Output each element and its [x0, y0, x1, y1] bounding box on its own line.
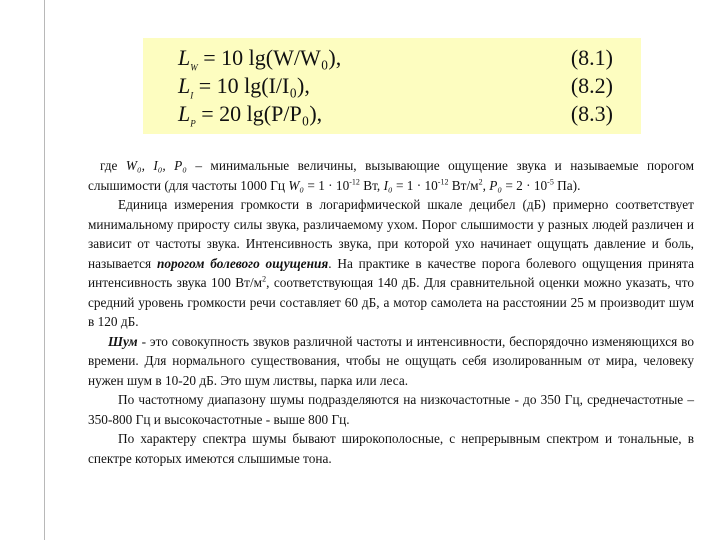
- equation-number: (8.3): [570, 101, 613, 126]
- variable: W₀: [288, 177, 305, 193]
- exponent: -5: [547, 177, 554, 187]
- variable: W₀, I₀, P₀: [125, 158, 187, 173]
- paragraph-noise-definition: Шум - это совокупность звуков различной частоты и интенсивности, беспорядочно изменяющихся во времени. Для нормального существования, чтобы не ощущать себя изолированным от мира, человеку нужен шум в 10-20 дБ. Это шум листвы, парка или леса.: [88, 333, 694, 388]
- paragraph-decibel: Единица измерения громкости в логарифмической шкале децибел (дБ) примерно соответствует минимальному приросту силы звука, различаемому ухом. Порог слышимости у разных людей различен и зависит от частоты звука. Интенсивность звука, при которой ухо начинает ощущать давление и боль, называется порогом болевого ощущения. На практике в качестве порога болевого ощущения принята интенсивность звука 100 $Вт/м^2$, соответствующая 140 дБ. Для сравнительной оценки можно указать, что средний уровень громкости речи составляет 60 дБ, а мотор самолета на расстоянии 25 м производит шум в 120 дБ.: [88, 197, 694, 329]
- formula-subscript: W: [190, 62, 198, 73]
- formula-lhs: L: [178, 73, 191, 98]
- paragraph-spectrum: По характеру спектра шумы бывают широкополосные, с непрерывным спектром и тональные, в спектре которых имеются слышимые тона.: [88, 431, 694, 466]
- page-margin-line: [44, 0, 45, 540]
- formula-8-3: [178, 100, 322, 128]
- exponent: -12: [349, 177, 360, 187]
- exponent: -12: [437, 177, 449, 187]
- formula-rhs: = 10 lg(I/I₀),: [198, 73, 310, 98]
- formula-8-2: [178, 72, 310, 100]
- formula-lhs: L: [178, 101, 191, 126]
- variable: P₀: [489, 177, 502, 193]
- formula-block: [143, 38, 641, 134]
- formula-rhs: = 10 lg(W/W₀),: [203, 45, 342, 70]
- exponent: 2: [262, 274, 267, 284]
- highlighted-term: порогом болевого ощущения: [156, 255, 329, 271]
- equation-number: (8.2): [570, 73, 613, 98]
- formula-lhs: L: [178, 45, 191, 70]
- exponent: 2: [478, 177, 483, 187]
- paragraph-frequency-range: По частотному диапазону шумы подразделяются на низкочастотные - до 350 Гц, среднечастотные – 350-800 Гц и высокочастотные - выше 800 Гц.: [88, 392, 694, 427]
- formula-rhs: = 20 lg(P/P₀),: [201, 101, 323, 126]
- document-body: [88, 156, 694, 468]
- formula-subscript: I: [190, 90, 194, 101]
- formula-subscript: P: [190, 118, 196, 129]
- variable: I₀: [383, 177, 393, 193]
- equation-number: (8.1): [570, 45, 613, 70]
- formula-8-1: [178, 44, 341, 72]
- highlighted-term: Шум: [108, 333, 138, 349]
- paragraph-threshold-definition: где W₀, I₀, P₀ – минимальные величины, вызывающие ощущение звука и называемые порогом слышимости (для частоты 1000 Гц $W_0 = 1 \cdot 10^{-12}$ Вт, $I_0 = 1 \cdot 10^{-12}$ $Вт/м^2$, $P_0 = 2 \cdot 10^{-5}$ Па).: [88, 158, 694, 193]
